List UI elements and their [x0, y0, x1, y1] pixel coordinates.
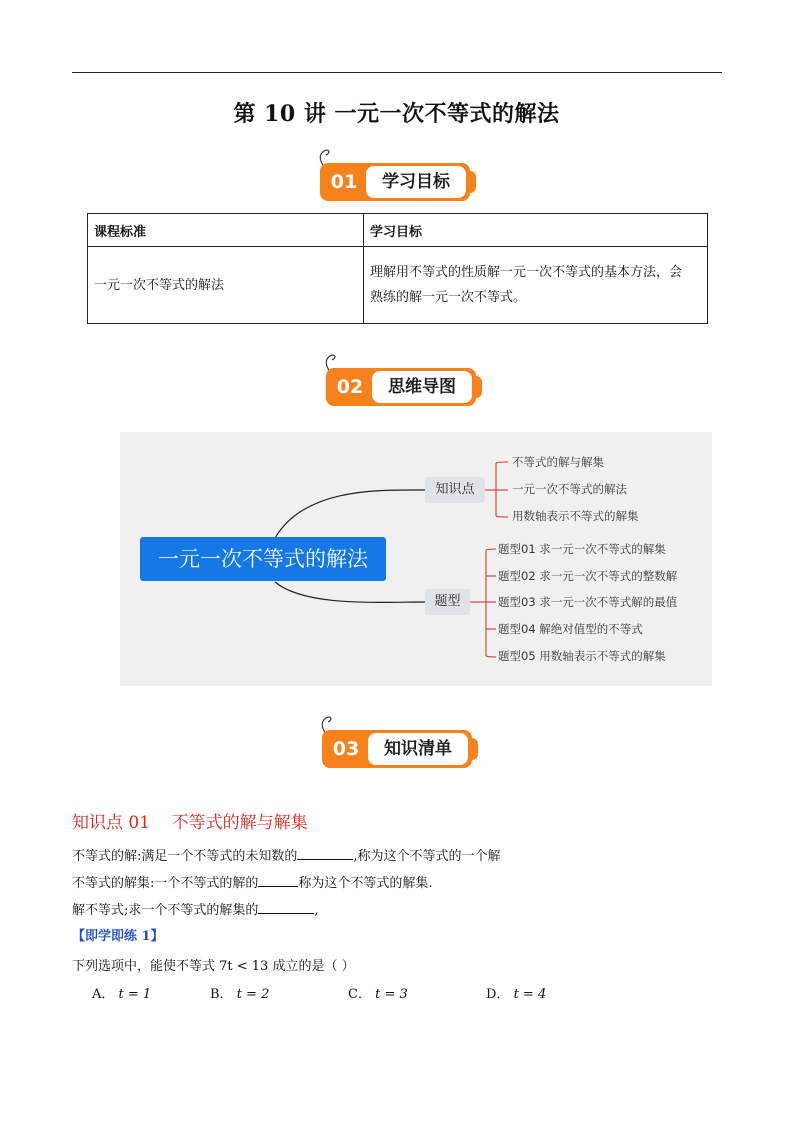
mind-map-node-question-types: 题型	[425, 589, 470, 615]
fill-blank[interactable]	[258, 901, 314, 914]
section-number: 03	[332, 738, 360, 760]
section-badge-mindmap	[326, 352, 486, 408]
mind-map-leaf: 题型03 求一元一次不等式解的最值	[498, 595, 678, 609]
document-title: 第 10 讲 一元一次不等式的解法	[233, 101, 560, 127]
mind-map-leaf: 不等式的解与解集	[512, 455, 604, 469]
mind-map-leaf: 题型04 解绝对值型的不等式	[498, 622, 643, 636]
practice-label: 【即学即练 1】	[72, 929, 164, 944]
practice-question: 下列选项中，能使不等式 7t < 13 成立的是（ ）	[72, 959, 355, 974]
table-header-goal: 学习目标	[364, 214, 708, 247]
mind-map-leaf: 用数轴表示不等式的解集	[512, 509, 639, 523]
definition-line: 不等式的解集:一个不等式的解的 称为这个不等式的解集.	[72, 876, 433, 891]
mind-map-node-knowledge: 知识点	[425, 477, 485, 503]
header-rule	[72, 72, 722, 73]
mind-map-leaf: 题型01 求一元一次不等式的解集	[498, 542, 666, 556]
table-cell-standard: 一元一次不等式的解法	[88, 247, 364, 324]
section-badge-knowledge-list	[322, 714, 482, 770]
section-number: 01	[330, 171, 358, 193]
choice-option-a[interactable]: A． t = 1	[92, 987, 152, 1002]
knowledge-point-title: 知识点 01 不等式的解与解集	[72, 813, 308, 833]
table-cell-goal	[364, 247, 708, 324]
goal-line: 熟练的解一元一次不等式。	[370, 290, 527, 305]
mind-map	[120, 432, 712, 686]
mind-map-root: 一元一次不等式的解法	[140, 537, 386, 581]
objectives-table	[87, 213, 708, 324]
definition-line: 不等式的解:满足一个不等式的未知数的 ,称为这个不等式的一个解	[72, 849, 501, 864]
choice-option-b[interactable]: B． t = 2	[210, 987, 270, 1002]
mind-map-leaf: 题型05 用数轴表示不等式的解集	[498, 649, 666, 663]
section-badge-objectives	[320, 147, 480, 203]
definition-line: 解不等式;求一个不等式的解集的 ,	[72, 903, 319, 918]
fill-blank[interactable]	[297, 847, 353, 860]
choice-option-d[interactable]: D． t = 4	[486, 987, 547, 1002]
section-number: 02	[336, 376, 364, 398]
mind-map-leaf: 题型02 求一元一次不等式的整数解	[498, 569, 678, 583]
section-label: 思维导图	[372, 371, 472, 403]
goal-line: 理解用不等式的性质解一元一次不等式的基本方法，会	[370, 265, 683, 280]
section-label: 知识清单	[368, 733, 468, 765]
section-label: 学习目标	[366, 166, 466, 198]
table-header-standard: 课程标准	[88, 214, 364, 247]
mind-map-leaf: 一元一次不等式的解法	[512, 482, 627, 496]
choice-option-c[interactable]: C． t = 3	[348, 987, 408, 1002]
fill-blank[interactable]	[258, 874, 298, 887]
